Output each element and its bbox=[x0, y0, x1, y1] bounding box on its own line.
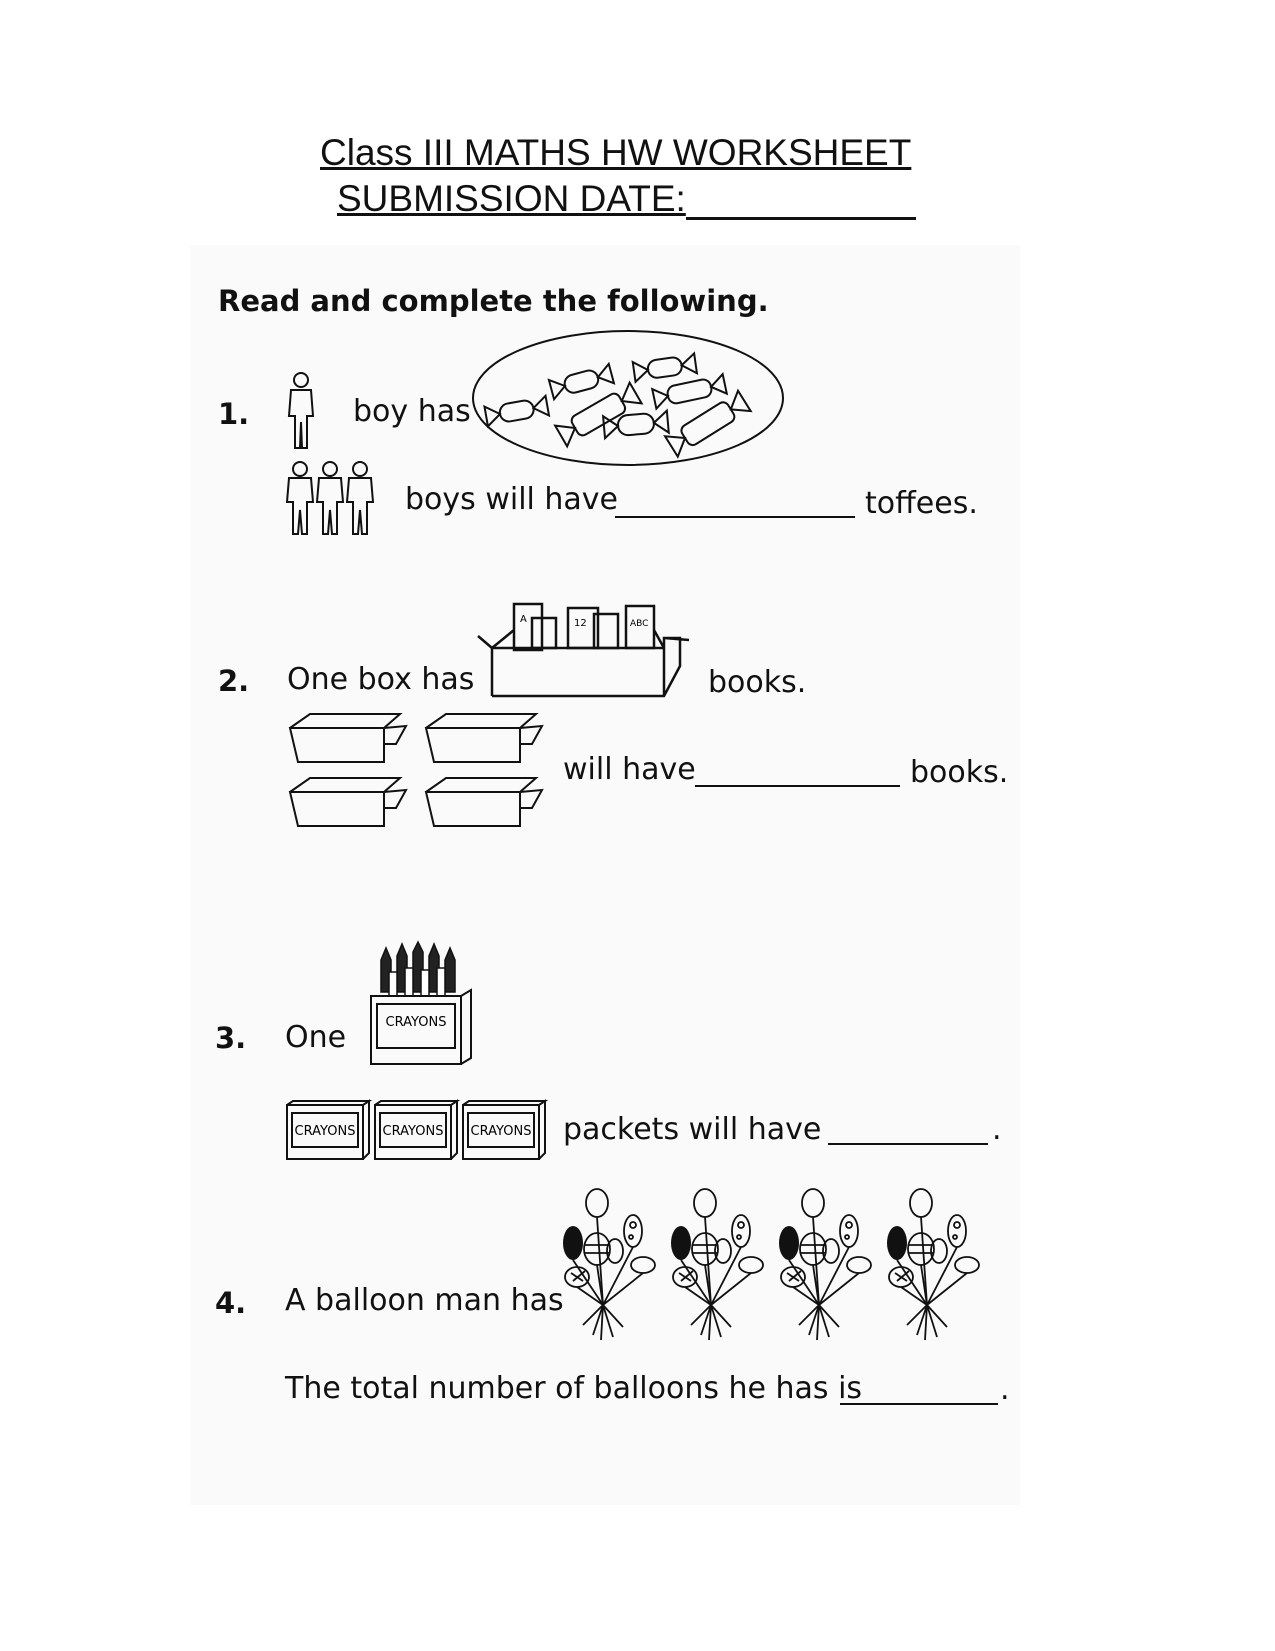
crayon-box-label: CRAYONS bbox=[385, 1015, 447, 1030]
question-2-will-have: will have bbox=[563, 752, 696, 787]
toffee-plate-icon bbox=[470, 328, 786, 468]
book-box-icon bbox=[484, 600, 689, 700]
instruction-text: Read and complete the following. bbox=[218, 284, 769, 318]
question-3-one: One bbox=[285, 1020, 347, 1055]
book-label-12: 12 bbox=[574, 618, 587, 629]
question-3-number: 3. bbox=[215, 1021, 247, 1055]
crayon-box-icon bbox=[369, 942, 475, 1068]
question-3-answer-blank[interactable] bbox=[828, 1143, 988, 1145]
question-1-boys-will-have: boys will have bbox=[405, 482, 619, 517]
question-3-period: . bbox=[992, 1112, 1002, 1147]
balloon-bunches-icon bbox=[563, 1185, 993, 1355]
question-4-period: . bbox=[1000, 1372, 1010, 1407]
worksheet-title: Class III MATHS HW WORKSHEET bbox=[320, 132, 912, 173]
question-2-books: books. bbox=[708, 665, 807, 700]
question-4-answer-blank[interactable] bbox=[840, 1403, 998, 1405]
boy-icon bbox=[286, 372, 316, 452]
question-1-answer-blank[interactable] bbox=[615, 516, 855, 518]
question-4-total-balloons: The total number of balloons he has is bbox=[285, 1371, 863, 1406]
question-1-boy-has: boy has bbox=[353, 394, 471, 429]
question-1-toffees: toffees. bbox=[865, 486, 978, 521]
question-4-balloon-man-has: A balloon man has bbox=[285, 1283, 564, 1318]
submission-date-blank[interactable] bbox=[686, 183, 916, 220]
question-4-number: 4. bbox=[215, 1286, 247, 1320]
submission-date-row bbox=[337, 178, 916, 220]
crayon-packet-label-1: CRAYONS bbox=[294, 1124, 356, 1139]
three-crayon-packets-icon bbox=[285, 1101, 547, 1163]
question-2-answer-blank[interactable] bbox=[695, 785, 900, 787]
question-2-number: 2. bbox=[218, 664, 250, 698]
book-label-abc: ABC bbox=[630, 619, 649, 629]
book-label-a: A bbox=[520, 614, 527, 625]
question-2-one-box-has: One box has bbox=[287, 662, 475, 697]
question-2-books-end: books. bbox=[910, 755, 1009, 790]
question-1-number: 1. bbox=[218, 397, 250, 431]
crayon-packet-label-2: CRAYONS bbox=[382, 1124, 444, 1139]
question-3-packets-will-have: packets will have bbox=[563, 1112, 822, 1147]
submission-date-label: SUBMISSION DATE: bbox=[337, 178, 686, 219]
four-boxes-icon bbox=[284, 710, 546, 832]
three-boys-icon bbox=[286, 460, 376, 540]
crayon-packet-label-3: CRAYONS bbox=[470, 1124, 532, 1139]
